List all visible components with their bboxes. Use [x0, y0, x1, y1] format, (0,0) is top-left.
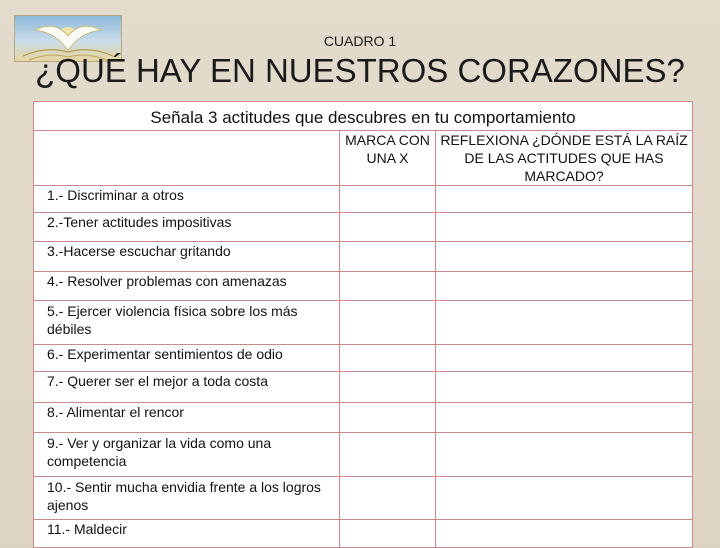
mark-cell[interactable]	[340, 213, 436, 242]
reflect-cell[interactable]	[436, 520, 693, 548]
reflect-cell[interactable]	[436, 301, 693, 345]
reflect-cell[interactable]	[436, 242, 693, 272]
attitude-label: 8.- Alimentar el rencor	[34, 403, 340, 433]
header-blank-cell	[34, 131, 340, 186]
mark-cell[interactable]	[340, 242, 436, 272]
mark-cell[interactable]	[340, 403, 436, 433]
attitude-label: 11.- Maldecir	[34, 520, 340, 548]
reflect-cell[interactable]	[436, 186, 693, 213]
mark-column-header: MARCA CON UNA X	[340, 131, 436, 186]
reflect-cell[interactable]	[436, 433, 693, 477]
table-row	[34, 403, 693, 433]
attitude-label: 10.- Sentir mucha envidia frente a los logros ajenos	[34, 477, 340, 520]
table-row	[34, 477, 693, 520]
reflect-cell[interactable]	[436, 272, 693, 301]
instruction-row	[34, 102, 693, 131]
mark-cell[interactable]	[340, 372, 436, 403]
table-row	[34, 242, 693, 272]
table-row	[34, 186, 693, 213]
instruction-text: Señala 3 actitudes que descubres en tu comportamiento	[34, 102, 693, 131]
attitude-label: 1.- Discriminar a otros	[34, 186, 340, 213]
attitude-label: 3.-Hacerse escuchar gritando	[34, 242, 340, 272]
mark-cell[interactable]	[340, 272, 436, 301]
attitude-label: 4.- Resolver problemas con amenazas	[34, 272, 340, 301]
attitude-label: 2.-Tener actitudes impositivas	[34, 213, 340, 242]
column-header-row	[34, 131, 693, 186]
mark-cell[interactable]	[340, 301, 436, 345]
table-row	[34, 372, 693, 403]
mark-cell[interactable]	[340, 520, 436, 548]
attitude-label: 7.- Querer ser el mejor a toda costa	[34, 372, 340, 403]
attitudes-table	[33, 101, 693, 548]
reflect-cell[interactable]	[436, 345, 693, 372]
reflect-cell[interactable]	[436, 213, 693, 242]
table-row	[34, 520, 693, 548]
reflect-column-header: REFLEXIONA ¿DÓNDE ESTÁ LA RAÍZ DE LAS ACTITUDES QUE HAS MARCADO?	[436, 131, 693, 186]
table-row	[34, 272, 693, 301]
reflect-cell[interactable]	[436, 372, 693, 403]
table-row	[34, 433, 693, 477]
reflect-cell[interactable]	[436, 403, 693, 433]
mark-cell[interactable]	[340, 186, 436, 213]
attitude-label: 6.- Experimentar sentimientos de odio	[34, 345, 340, 372]
mark-cell[interactable]	[340, 477, 436, 520]
attitude-label: 5.- Ejercer violencia física sobre los más débiles	[34, 301, 340, 345]
reflect-cell[interactable]	[436, 477, 693, 520]
cuadro-label: CUADRO 1	[323, 33, 397, 49]
table-row	[34, 301, 693, 345]
table-row	[34, 345, 693, 372]
attitude-label: 9.- Ver y organizar la vida como una competencia	[34, 433, 340, 477]
mark-cell[interactable]	[340, 345, 436, 372]
mark-cell[interactable]	[340, 433, 436, 477]
page-title: ¿QUÉ HAY EN NUESTROS CORAZONES?	[35, 52, 685, 89]
table-row	[34, 213, 693, 242]
